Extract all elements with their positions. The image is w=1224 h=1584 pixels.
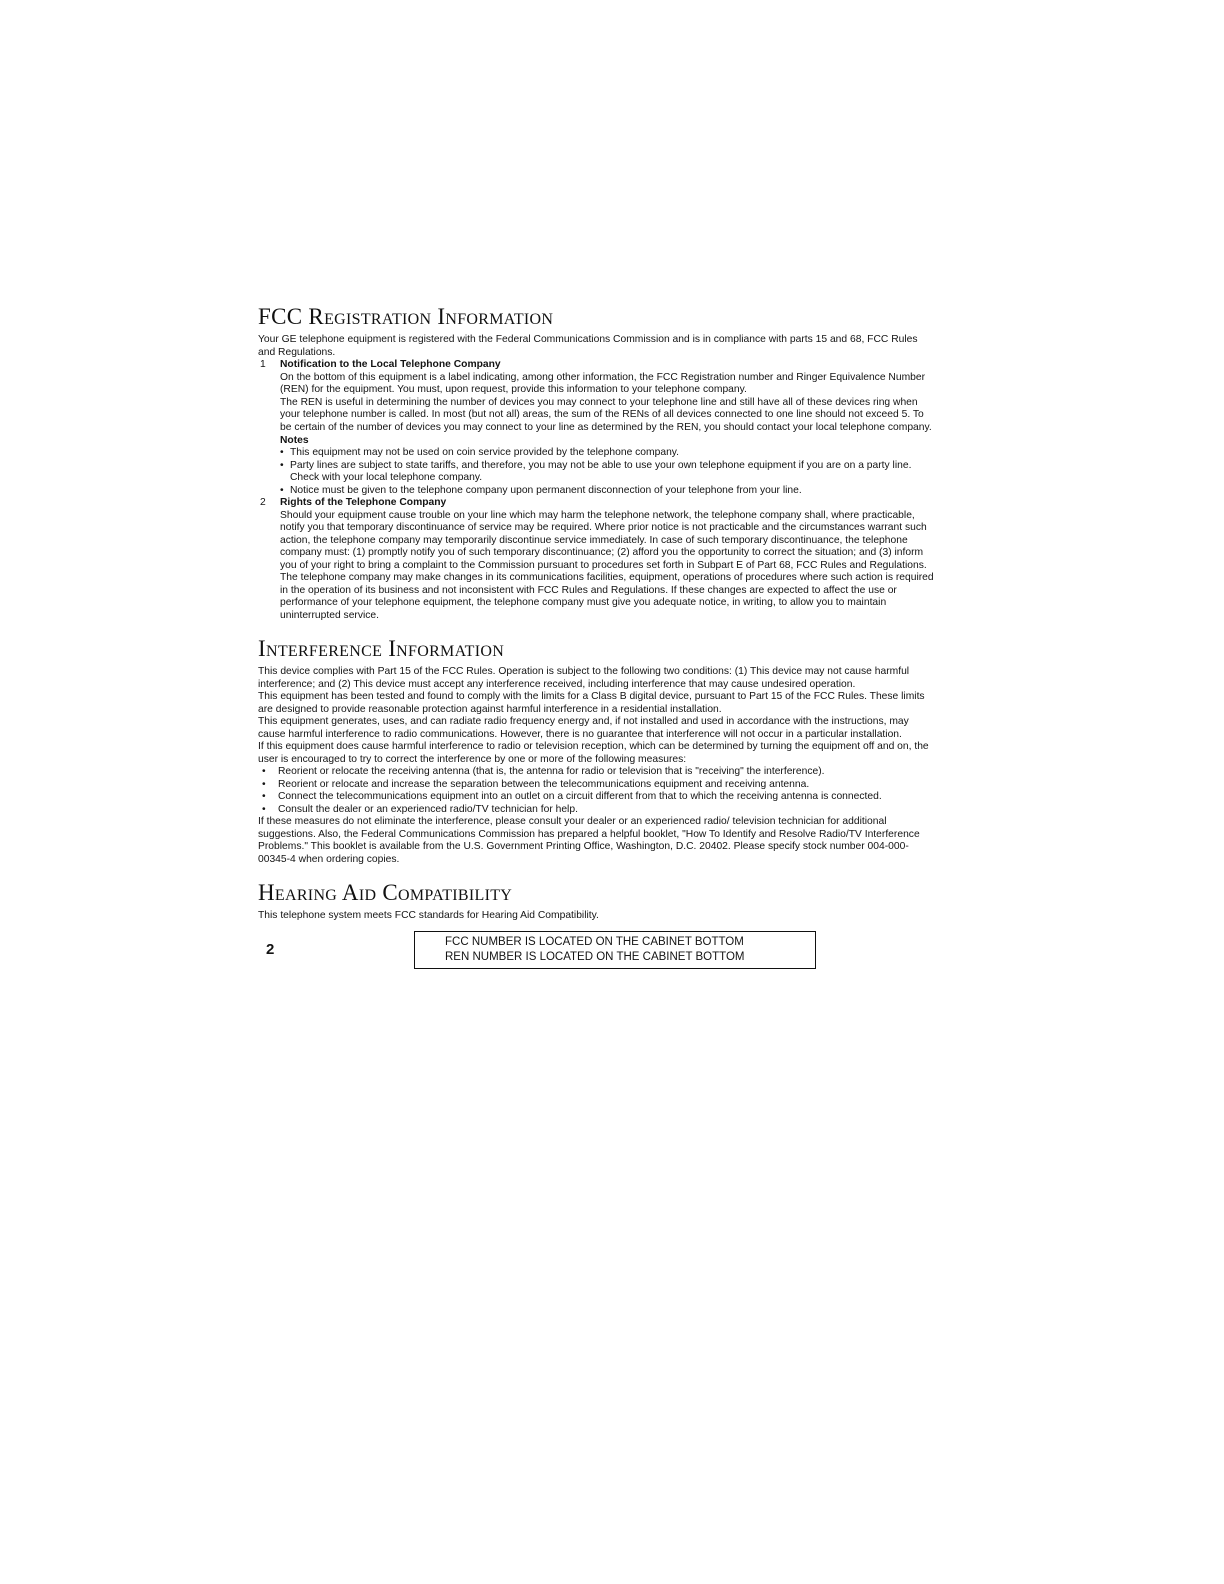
notification-paragraph-1: On the bottom of this equipment is a label indicating, among other information, the FCC Registration number and Ringer Equivalence Number (REN) for the equipment. You must, upon request, provide this information to your telephone company. bbox=[280, 371, 926, 395]
list-item: • Party lines are subject to state tariffs, and therefore, you may not be able to use your own telephone equipment if you are on a party line. Check with your local telephone company. bbox=[280, 460, 934, 485]
rights-item bbox=[258, 497, 934, 510]
interference-paragraph-1: This device complies with Part 15 of the FCC Rules. Operation is subject to the following two conditions: (1) This device may not cause harmful interference; and (2) This device must accept any interference received, including interference that may cause undesired operation. bbox=[258, 666, 910, 690]
ren-number-line: REN NUMBER IS LOCATED ON THE CABINET BOTTOM bbox=[445, 950, 745, 963]
document-body bbox=[258, 304, 934, 979]
interference-paragraph-5: If these measures do not eliminate the interference, please consult your dealer or an experienced radio/ television technician for additional suggestions. Also, the Federal Communications Commission has prepared a helpful booklet, "How To Identify and Resolve Radio/TV Interference Problems." This booklet is available from the U.S. Government Printing Office, Washington, D.C. 20402. Please specify stock number 004-000-00345-4 when ordering copies. bbox=[258, 816, 920, 865]
list-item: • Reorient or relocate the receiving antenna (that is, the antenna for radio or television that is "receiving" the interference). bbox=[258, 766, 934, 779]
item-number: 2 bbox=[260, 497, 266, 508]
fcc-number-box bbox=[414, 931, 816, 969]
page-number: 2 bbox=[266, 940, 275, 958]
interference-paragraph-4: If this equipment does cause harmful interference to radio or television reception, which can be determined by turning the equipment off and on, the user is encouraged to try to correct the interference by one or more of the following measures: bbox=[258, 741, 929, 765]
measures-list bbox=[258, 766, 934, 816]
list-item: • Connect the telecommunications equipment into an outlet on a circuit different from that to which the receiving antenna is connected. bbox=[258, 791, 934, 804]
rights-heading: Rights of the Telephone Company bbox=[280, 497, 447, 508]
fcc-intro: Your GE telephone equipment is registered with the Federal Communications Commission and is in compliance with parts 15 and 68, FCC Rules and Regulations. bbox=[258, 334, 918, 358]
list-item: • Notice must be given to the telephone company upon permanent disconnection of your telephone from your line. bbox=[280, 485, 934, 498]
notes-list bbox=[258, 447, 934, 497]
fcc-registration-heading: FCC Registration Information bbox=[258, 304, 554, 329]
notification-item bbox=[258, 359, 934, 372]
rights-paragraph-1: Should your equipment cause trouble on your line which may harm the telephone network, the telephone company shall, where practicable, notify you that temporary discontinuance of service may be required. Where prior notice is not practicable and the circumstances warrant such action, the telephone company may temporarily discontinue service immediately. In case of such temporary discontinuance, the telephone company must: (1) promptly notify you of such temporary discontinuance; (2) afford you the opportunity to correct the situation; and (3) inform you of your right to bring a complaint to the Commission pursuant to procedures set forth in Subpart E of Part 68, FCC Rules and Regulations. bbox=[280, 509, 927, 571]
interference-paragraph-3: This equipment generates, uses, and can radiate radio frequency energy and, if not installed and used in accordance with the instructions, may cause harmful interference to radio communications. However, there is no guarantee that interference will not occur in a particular installation. bbox=[258, 716, 909, 740]
page-footer bbox=[258, 931, 934, 979]
item-number: 1 bbox=[260, 359, 266, 370]
list-item: • Consult the dealer or an experienced radio/TV technician for help. bbox=[258, 804, 934, 817]
interference-paragraph-2: This equipment has been tested and found to comply with the limits for a Class B digital device, pursuant to Part 15 of the FCC Rules. These limits are designed to provide reasonable protection against harmful interference in a residential installation. bbox=[258, 691, 925, 715]
list-item: • Reorient or relocate and increase the separation between the telecommunications equipment and receiving antenna. bbox=[258, 779, 934, 792]
notification-paragraph-2: The REN is useful in determining the number of devices you may connect to your telephone line and still have all of these devices ring when your telephone number is called. In most (but not all) areas, the sum of the RENs of all devices connected to one line should not exceed 5. To be certain of the number of devices you may connect to your line as determined by the REN, you should contact your local telephone company. bbox=[280, 396, 932, 433]
list-item: • This equipment may not be used on coin service provided by the telephone company. bbox=[280, 447, 934, 460]
notes-heading: Notes bbox=[280, 435, 309, 446]
fcc-number-line: FCC NUMBER IS LOCATED ON THE CABINET BOTTOM bbox=[445, 935, 744, 948]
rights-paragraph-2: The telephone company may make changes in its communications facilities, equipment, operations of procedures where such action is required in the operation of its business and not inconsistent with FCC Rules and Regulations. If these changes are expected to affect the use or performance of your telephone equipment, the telephone company must give you adequate notice, in writing, to allow you to maintain uninterrupted service. bbox=[280, 572, 934, 621]
notification-heading: Notification to the Local Telephone Company bbox=[280, 359, 501, 370]
hearing-aid-paragraph: This telephone system meets FCC standards for Hearing Aid Compatibility. bbox=[258, 910, 599, 921]
interference-heading: Interference Information bbox=[258, 636, 505, 661]
hearing-aid-heading: Hearing Aid Compatibility bbox=[258, 880, 513, 905]
